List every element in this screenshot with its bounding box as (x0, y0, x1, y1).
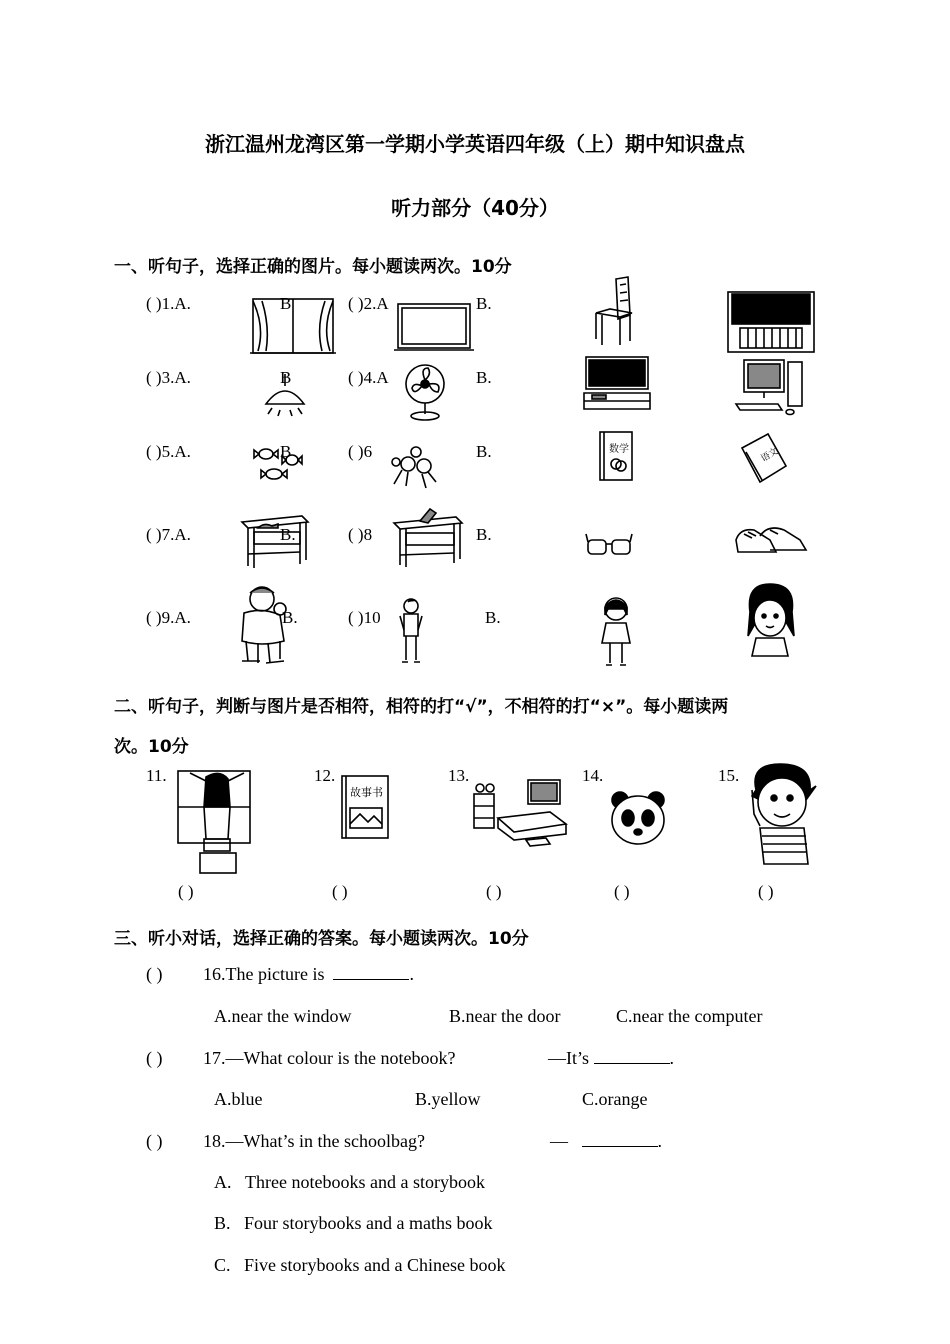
chinese-book-label: 语文 (759, 446, 781, 465)
q2-label: ( )2.A (348, 294, 389, 313)
section1-heading: 一、听句子，选择正确的图片。每小题读两次。10分 (114, 257, 512, 277)
q18-end: . (657, 1131, 662, 1151)
page-title: 浙江温州龙湾区第一学期小学英语四年级（上）期中知识盘点 (205, 132, 745, 156)
q17-reply (548, 1048, 674, 1069)
thin-boy-icon (396, 596, 426, 666)
q14-number: 14. (582, 766, 604, 785)
q15-number: 15. (718, 766, 740, 785)
section2-heading-line1: 二、听句子，判断与图片是否相符，相符的打“√”，不相符的打“×”。每小题读两 (114, 697, 729, 717)
section2-heading-line2: 次。10分 (114, 737, 189, 757)
q9-hidden-b: B. (282, 608, 298, 627)
maths-book-icon (596, 430, 636, 484)
q18-option-c-text: Five storybooks and a Chinese book (244, 1255, 506, 1275)
section3-heading: 三、听小对话，选择正确的答案。每小题读两次。10分 (114, 929, 529, 949)
q13-answer-bracket[interactable]: ( ) (486, 882, 502, 901)
q18-stem: 18.—What’s in the schoolbag? (203, 1131, 425, 1151)
storybook-icon (338, 774, 392, 840)
q7-hidden-b: B. (280, 525, 296, 544)
chinese-book-icon (738, 430, 790, 486)
chair-icon (588, 275, 638, 347)
q16-option-b: B.near the door (449, 1006, 561, 1026)
small-girl-icon (596, 595, 636, 669)
q18-answer-bracket[interactable]: ( ) (146, 1131, 163, 1151)
q13-number: 13. (448, 766, 470, 785)
bedroom-icon (470, 778, 570, 848)
q16-stem (203, 964, 414, 985)
glasses-icon (584, 530, 634, 560)
q18-blank[interactable] (582, 1132, 658, 1147)
big-girl-face-icon (742, 582, 798, 658)
fat-boy-icon (236, 585, 292, 665)
q16-answer-bracket[interactable]: ( ) (146, 964, 163, 984)
q4-label: ( )4.A (348, 368, 389, 387)
q6-label: ( )6 (348, 442, 373, 461)
q3-hidden-b: B (280, 368, 292, 387)
q16-end: . (409, 964, 414, 984)
desk-with-glasses-icon (390, 505, 464, 569)
q18-option-b-letter: B. (214, 1213, 231, 1233)
q1-label: ( )1.A. (146, 294, 191, 313)
q17-option-c: C.orange (582, 1089, 648, 1109)
q18-option-b-text: Four storybooks and a maths book (244, 1213, 493, 1233)
blackboard-icon (394, 302, 474, 352)
cleaning-window-icon (176, 767, 256, 873)
panda-bag-icon (608, 790, 668, 848)
q8-label: ( )8 (348, 525, 373, 544)
q17-option-b: B.yellow (415, 1089, 481, 1109)
q16-option-c: C.near the computer (616, 1006, 763, 1026)
maths-book-label: 数学 (609, 444, 629, 455)
q17-stem: 17.—What colour is the notebook? (203, 1048, 456, 1068)
q17-blank[interactable] (594, 1049, 670, 1064)
q18-option-c (214, 1255, 506, 1276)
q16-blank[interactable] (333, 965, 409, 980)
shoes-icon (730, 518, 810, 562)
q9-label: ( )9.A. (146, 608, 191, 627)
storybook-label: 故事书 (350, 786, 383, 799)
boy-pointing-icon (740, 760, 820, 872)
q17-reply-text: —It’s (548, 1048, 590, 1068)
q12-number: 12. (314, 766, 336, 785)
q7-label: ( )7.A. (146, 525, 191, 544)
q17-answer-bracket[interactable]: ( ) (146, 1048, 163, 1068)
q18-option-a (214, 1172, 485, 1193)
q8-b-label: B. (476, 525, 492, 544)
q11-number: 11. (146, 766, 167, 785)
tv-icon (582, 355, 652, 413)
window-icon (250, 297, 340, 357)
q6-b-label: B. (476, 442, 492, 461)
lamp-icon (260, 372, 310, 418)
q2-b-label: B. (476, 294, 492, 313)
keys-icon (390, 444, 440, 490)
q12-answer-bracket[interactable]: ( ) (332, 882, 348, 901)
computer-icon (734, 358, 806, 418)
q1-hidden-b: B (280, 294, 292, 313)
q5-label: ( )5.A. (146, 442, 191, 461)
candy-icon (252, 444, 304, 484)
blackboard-classroom-icon (726, 290, 816, 355)
q18-reply (550, 1131, 662, 1152)
q11-answer-bracket[interactable]: ( ) (178, 882, 194, 901)
q16-option-a: A.near the window (214, 1006, 352, 1026)
page-subtitle: 听力部分（40分） (391, 196, 559, 220)
q18-reply-text: — (550, 1131, 568, 1151)
q3-label: ( )3.A. (146, 368, 191, 387)
q17-option-a: A.blue (214, 1089, 263, 1109)
fan-icon (402, 362, 448, 422)
q4-b-label: B. (476, 368, 492, 387)
q18-option-c-letter: C. (214, 1255, 231, 1275)
q18-option-b (214, 1213, 493, 1234)
q10-b-label: B. (485, 608, 501, 627)
q16-stem-text: 16.The picture is (203, 964, 325, 984)
q18-option-a-text: Three notebooks and a storybook (245, 1172, 485, 1192)
q10-label: ( )10 (348, 608, 381, 627)
q17-end: . (669, 1048, 675, 1068)
q5-hidden-b: B (280, 442, 292, 461)
desk-with-shoes-icon (238, 512, 310, 570)
q15-answer-bracket[interactable]: ( ) (758, 882, 774, 901)
q18-option-a-letter: A. (214, 1172, 232, 1192)
q14-answer-bracket[interactable]: ( ) (614, 882, 630, 901)
